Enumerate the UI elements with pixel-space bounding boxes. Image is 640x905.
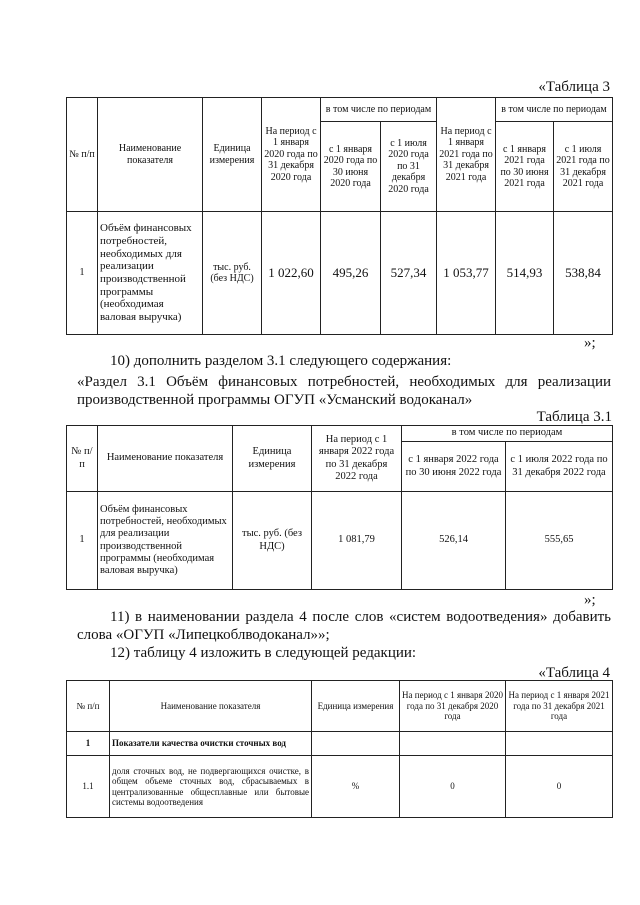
- table3-header-h2-2020: с 1 июля 2020 года по 31 декабря 2020 года: [381, 122, 437, 212]
- table3-header-incl-2020: в том числе по периодам: [321, 98, 437, 122]
- table4-header-unit: Единица измерения: [312, 681, 400, 732]
- table3-value-2021-h1: 514,93: [496, 212, 554, 335]
- table4-header-name: Наименование показателя: [110, 681, 312, 732]
- table31: [66, 425, 613, 590]
- table4-section-unit: [312, 732, 400, 756]
- table4-section-name: Показатели качества очистки сточных вод: [110, 732, 312, 756]
- table4-header-num: № п/п: [67, 681, 110, 732]
- table31-value-h2: 555,65: [506, 492, 613, 590]
- table4-value-2021: 0: [506, 756, 613, 818]
- paragraph-11: 11) в наименовании раздела 4 после слов «систем водоотведения» добавить слова «ОГУП «Липецкоблводоканал»»;: [77, 609, 611, 643]
- table31-header-period: На период с 1 января 2022 года по 31 декабря 2022 года: [312, 426, 402, 492]
- table3-header-h1-2021: с 1 января 2021 года по 30 июня 2021 года: [496, 122, 554, 212]
- table3-header-num: № п/п: [67, 98, 98, 212]
- table31-caption: Таблица 3.1: [536, 409, 612, 425]
- table3-row-unit: тыс. руб. (без НДС): [203, 212, 262, 335]
- table4-row-num: 1.1: [67, 756, 110, 818]
- table3-caption: «Таблица 3: [538, 79, 610, 95]
- table4-header-2020: На период с 1 января 2020 года по 31 декабря 2020 года: [400, 681, 506, 732]
- paragraph-12: 12) таблицу 4 изложить в следующей редакции:: [110, 645, 417, 661]
- table4-section-2020: [400, 732, 506, 756]
- table4: [66, 680, 613, 818]
- table31-header-unit: Единица измерения: [233, 426, 312, 492]
- table3-value-2020: 1 022,60: [262, 212, 321, 335]
- table3-value-2021: 1 053,77: [437, 212, 496, 335]
- table3-header-h1-2020: с 1 января 2020 года по 30 июня 2020 года: [321, 122, 381, 212]
- table3-value-2020-h2: 527,34: [381, 212, 437, 335]
- section-3-1-title: «Раздел 3.1 Объём финансовых потребностей, необходимых для реализации производственной программы ОГУП «Усманский водоканал»: [77, 374, 611, 408]
- table31-header-name: Наименование показателя: [98, 426, 233, 492]
- table31-header-h2: с 1 июля 2022 года по 31 декабря 2022 года: [506, 442, 613, 492]
- table4-section-num: 1: [67, 732, 110, 756]
- table3-header-name: Наименование показателя: [98, 98, 203, 212]
- table4-section-2021: [506, 732, 613, 756]
- table31-value-total: 1 081,79: [312, 492, 402, 590]
- table3-row-num: 1: [67, 212, 98, 335]
- table3-header-h2-2021: с 1 июля 2021 года по 31 декабря 2021 года: [554, 122, 613, 212]
- table31-row-name: Объём финансовых потребностей, необходимых для реализации производственной программы (необходимая валовая выручка): [98, 492, 233, 590]
- table3-closing: »;: [584, 335, 596, 351]
- table31-closing: »;: [584, 592, 596, 608]
- paragraph-10: 10) дополнить разделом 3.1 следующего содержания:: [110, 353, 452, 369]
- table3-value-2021-h2: 538,84: [554, 212, 613, 335]
- table4-caption: «Таблица 4: [538, 665, 610, 681]
- table3-header-period-2020: На период с 1 января 2020 года по 31 декабря 2020 года: [262, 98, 321, 212]
- table4-row-name: доля сточных вод, не подвергающихся очистке, в общем объеме сточных вод, сбрасываемых в централизованные общесплавные или бытовые системы водоотведения: [110, 756, 312, 818]
- table3-header-unit: Единица измерения: [203, 98, 262, 212]
- table3-value-2020-h1: 495,26: [321, 212, 381, 335]
- table4-row-unit: %: [312, 756, 400, 818]
- table31-header-num: № п/п: [67, 426, 98, 492]
- table3-header-period-2021: На период с 1 января 2021 года по 31 декабря 2021 года: [437, 98, 496, 212]
- table3: [66, 97, 613, 335]
- table4-header-2021: На период с 1 января 2021 года по 31 декабря 2021 года: [506, 681, 613, 732]
- table4-value-2020: 0: [400, 756, 506, 818]
- table3-row-name: Объём финансовых потребностей, необходимых для реализации производственной программы (необходимая валовая выручка): [98, 212, 203, 335]
- table31-row-num: 1: [67, 492, 98, 590]
- table31-value-h1: 526,14: [402, 492, 506, 590]
- table3-header-incl-2021: в том числе по периодам: [496, 98, 613, 122]
- table31-header-h1: с 1 января 2022 года по 30 июня 2022 года: [402, 442, 506, 492]
- table31-row-unit: тыс. руб. (без НДС): [233, 492, 312, 590]
- table31-header-incl: в том числе по периодам: [402, 426, 613, 442]
